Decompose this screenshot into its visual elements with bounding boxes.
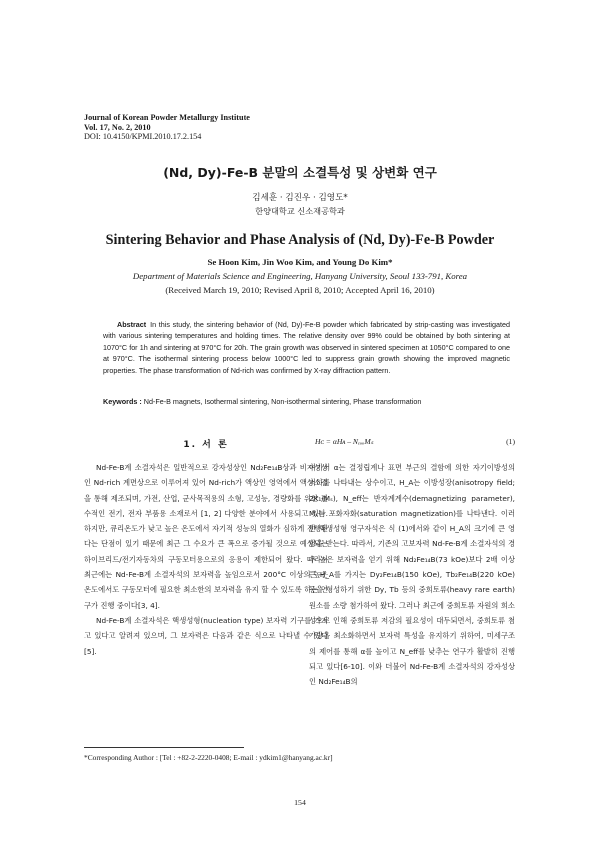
korean-affiliation: 한양대학교 신소재공학과 [255,206,345,216]
equation-expression: Hᴄ = αHᴀ – NₑₒₒMₛ [315,437,374,446]
abstract-label: Abstract [117,320,147,329]
keywords [103,397,510,406]
paragraph: Nd-Fe-B계 소결자석은 핵생성형(nucleation type) 보자력 기구를 가지고 있다고 알려져 있으며, 그 보자력은 다음과 같은 식으로 나타낼 수 있다[5]. [84,615,328,656]
manuscript-dates: (Received March 19, 2010; Revised April 8, 2010; Accepted April 16, 2010) [165,285,435,295]
left-column [84,460,328,659]
english-authors: Se Hoon Kim, Jin Woo Kim, and Young Do Kim* [207,257,393,267]
korean-authors: 김세훈 · 김진우 · 김영도* [252,193,348,203]
journal-doi[interactable]: DOI: 10.4150/KPMI.2010.17.2.154 [84,132,202,142]
abstract-text: In this study, the sintering behavior of (Nd, Dy)-Fe-B powder which fabricated by strip-casting was investigated with various sintering temperatures and holding times. The relative density over 99% could be obtained by both sintering at 1070°C for 1h and sintering at 970°C for 20h. The grain growth was observed in sintered specimen at 1050°C compared to one at 970°C. The isothermal sintering process below 1000°C led to suppress grain growth showing the improved magnetic properties. The phase transformation of Nd-rich was confirmed by X-ray diffraction pattern. [103,320,510,375]
paragraph: 여기서 α는 결정립계나 표면 부근의 결함에 의한 자기이방성의 저하를 나타내는 상수이고, H_A는 이방성장(anisotropy field; 2K₁/Mₛ), N_eff는 반자계계수(demagnetizing parameter), Mₛ는 포화자화(saturation magnetization)를 나타낸다. 이러한 핵생성형 영구자석은 식 (1)에서와 같이 H_A의 크기에 큰 영향을 받는다. 따라서, 기존의 고보자력 Nd-Fe-B계 소결자석의 경우 높은 보자력을 얻기 위해 Nd₂Fe₁₄B(73 kOe)보다 2배 이상 큰 H_A를 가지는 Dy₂Fe₁₄B(150 kOe), Tb₂Fe₁₄B(220 kOe) 등을 형성하기 위한 Dy, Tb 등의 중희토류(heavy rare earth) 원소를 소량 첨가하여 왔다. 그러나 최근에 중희토류 자원의 희소성으로 인해 중희토류 저감의 필요성이 대두되면서, 중희토류 첨가량을 최소화하면서 보자력 특성을 유지하기 위하여, 미세구조의 제어를 통해 α를 높이고 N_eff를 낮추는 연구가 활발히 진행되고 있다[6-10]. 이와 더불어 Nd-Fe-B계 소결자석의 강자성상인 Nd₂Fe₁₄B의 [309,463,515,687]
english-title: Sintering Behavior and Phase Analysis of (Nd, Dy)-Fe-B Powder [105,232,495,248]
korean-title: (Nd, Dy)-Fe-B 분말의 소결특성 및 상변화 연구 [163,165,437,180]
keywords-label: Keywords : [103,397,142,406]
abstract [103,319,510,376]
english-affiliation: Department of Materials Science and Engineering, Hanyang University, Seoul 133-791, Korea [132,271,468,281]
footnote-divider [84,747,244,748]
page-number: 154 [294,798,306,807]
paragraph: Nd-Fe-B계 소결자석은 일반적으로 강자성상인 Nd₂Fe₁₄B상과 비자성상인 Nd-rich 계면상으로 이루어져 있어 Nd-rich가 액상인 영역에서 액상소결을 통해 제조되며, 가전, 산업, 군사목적용의 소형, 고성능, 경량화를 위한 필수적인 전기, 전자 부품용 소재로서 [1, 2] 다양한 분야에서 사용되고 있다. 하지만, 큐리온도가 낮고 높은 온도에서 자기적 성능의 열화가 심하게 진행된다는 단점이 있기 때문에 최근 그 수요가 큰 폭으로 증가될 것으로 예상되는 하이브리드/전기자동차의 구동모터용으로의 응용이 제한되어 왔다. 따라서 최근에는 Nd-Fe-B계 소결자석의 보자력을 높임으로서 200°C 이상의 높은 온도에서도 구동모터에 필요한 최소한의 보자력을 유지 할 수 있도록 하는 연구가 진행 중이다[3, 4]. [84,463,328,610]
journal-volume: Vol. 17, No. 2, 2010 [84,122,151,132]
equation-number: (1) [506,437,515,446]
keywords-text: Nd-Fe-B magnets, Isothermal sintering, Non-isothermal sintering, Phase transformation [141,397,422,406]
right-column [309,460,515,689]
journal-header [84,113,250,142]
corresponding-author-footnote: *Corresponding Author : [Tel : +82-2-2220-0408; E-mail : ydkim1@hanyang.ac.kr] [84,753,333,762]
section-heading-introduction: 1. 서 론 [183,440,229,450]
journal-name: Journal of Korean Powder Metallurgy Institute [84,113,250,122]
